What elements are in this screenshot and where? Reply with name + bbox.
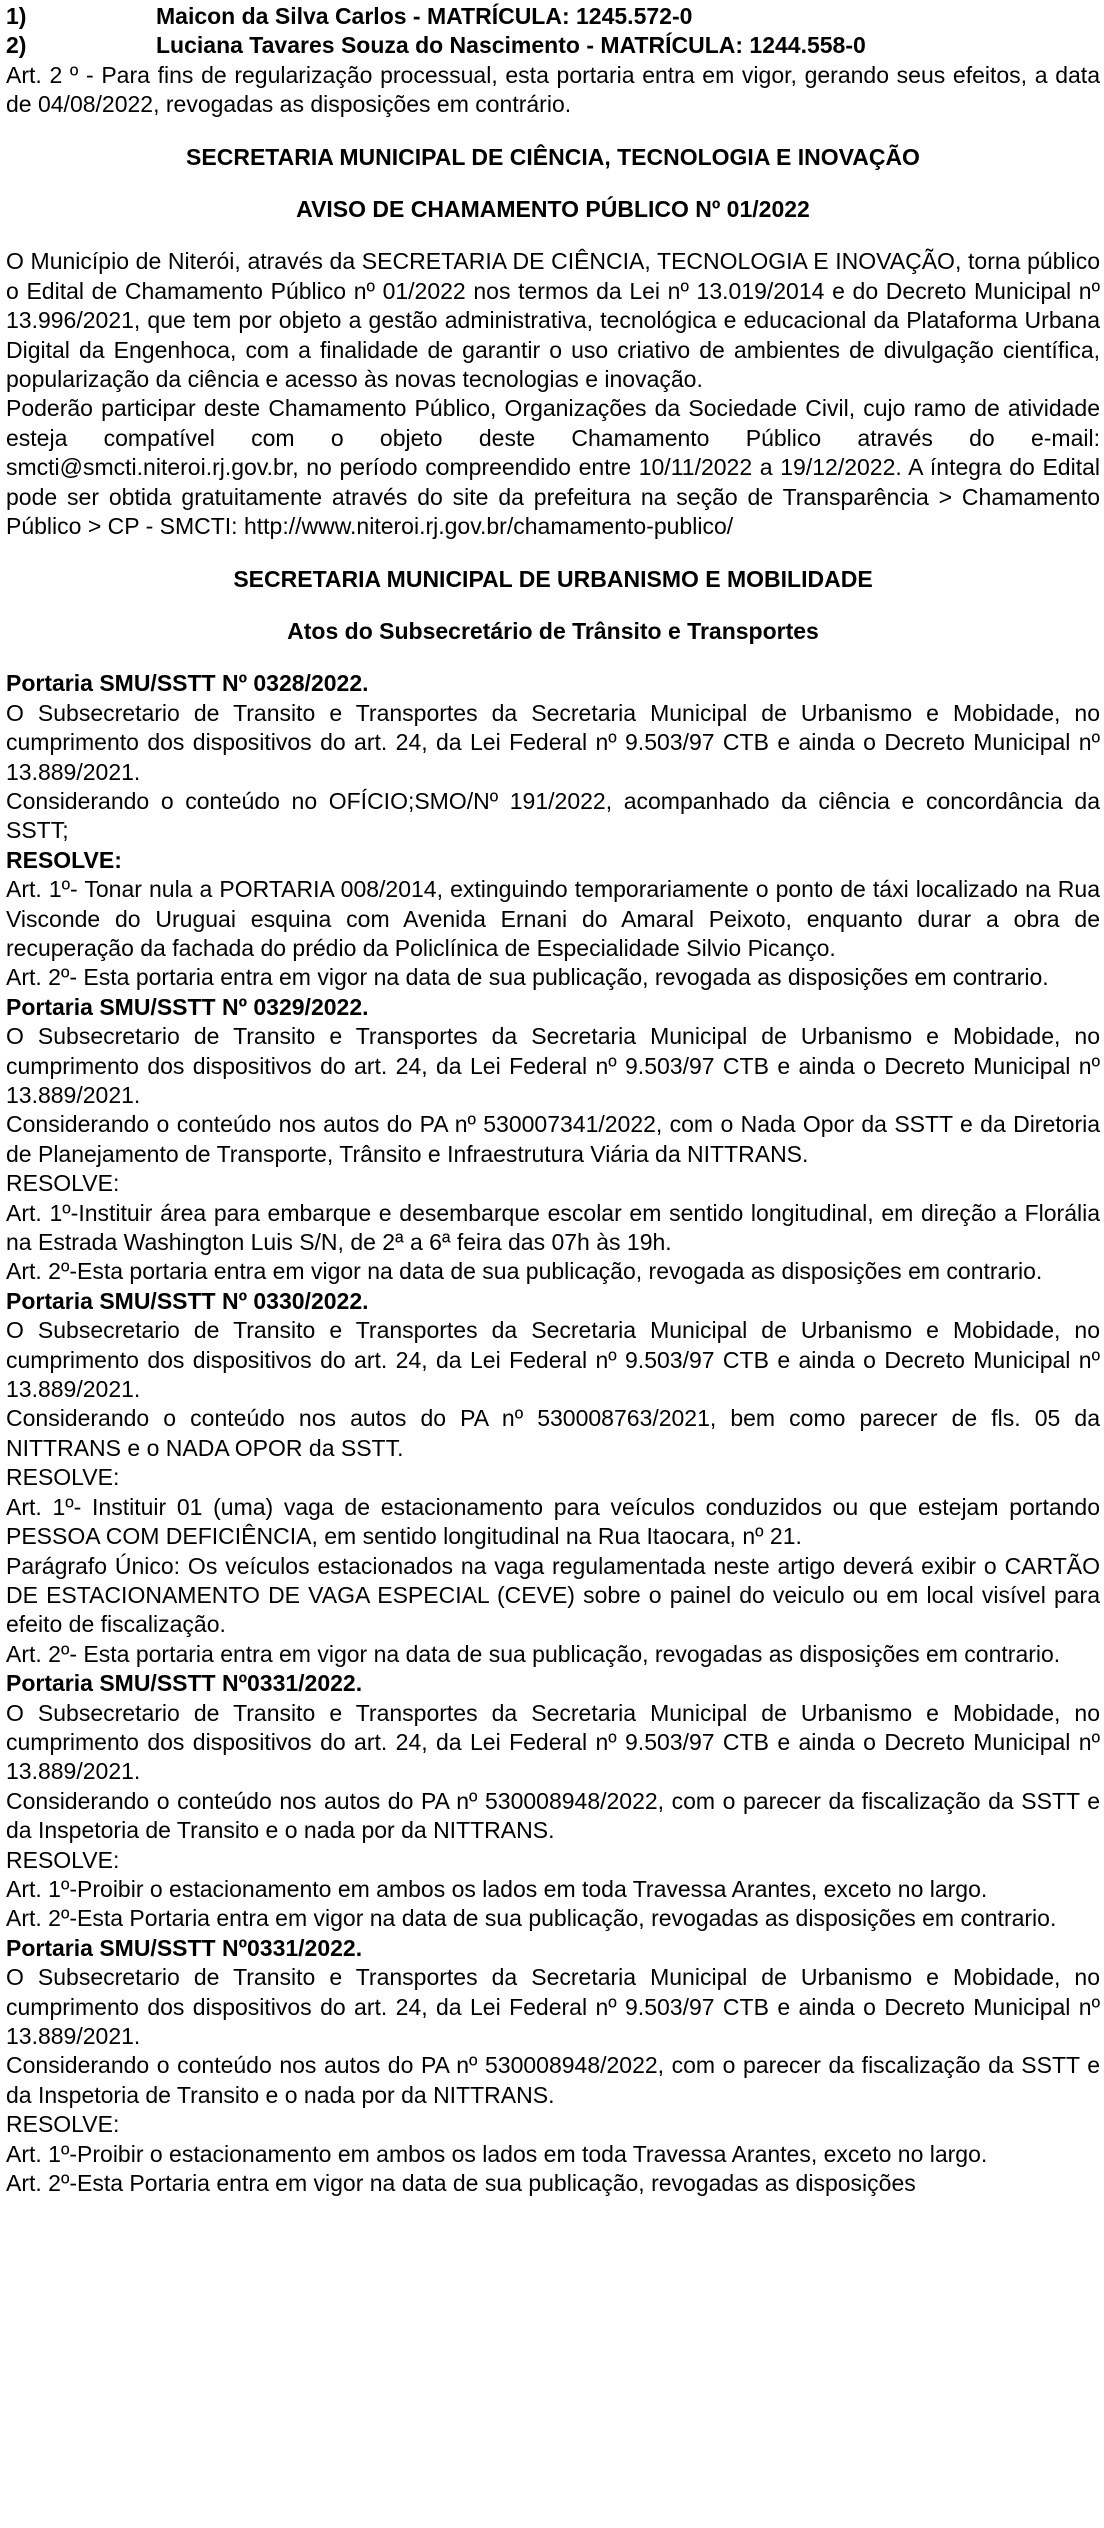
portaria-preamble: O Subsecretario de Transito e Transportes da Secretaria Municipal de Urbanismo e Mobidade, no cumprimento dos dispositivos do art. 24, da Lei Federal nº 9.503/97 CTB e ainda o Decreto Municipal nº 13.889/2021. (6, 1023, 1100, 1108)
portaria-art2: Art. 2º- Esta portaria entra em vigor na data de sua publicação, revogada as disposições em contrario. (6, 964, 1049, 991)
portaria-art2: Art. 2º- Esta portaria entra em vigor na data de sua publicação, revogadas as disposições em contrario. (6, 1640, 1061, 1667)
portaria-resolve: RESOLVE: (6, 1464, 120, 1491)
portaria-art2: Art. 2º-Esta Portaria entra em vigor na data de sua publicação, revogadas as disposições em contrario. (6, 1905, 1057, 1932)
portaria-considerando: Considerando o conteúdo nos autos do PA nº 530008948/2022, com o parecer da fiscalização da SSTT e da Inspetoria de Transito e o nada por da NITTRANS. (6, 1787, 1100, 1844)
portaria-resolve: RESOLVE: (6, 1170, 120, 1197)
portaria-considerando: Considerando o conteúdo nos autos do PA nº 530008763/2021, bem como parecer de fls. 05 da NITTRANS e o NADA OPOR da SSTT. (6, 1405, 1100, 1461)
portaria-resolve: RESOLVE: (6, 846, 122, 873)
portaria-considerando: Considerando o conteúdo nos autos do PA nº 530007341/2022, com o Nada Opor da SSTT e da Diretoria de Planejamento de Transporte, Trânsito e Infraestrutura Viária da NITTRANS. (6, 1111, 1100, 1167)
smu-heading: SECRETARIA MUNICIPAL DE URBANISMO E MOBILIDADE (233, 565, 873, 592)
portaria-considerando: Considerando o conteúdo nos autos do PA nº 530008948/2022, com o parecer da fiscalização da SSTT e da Inspetoria de Transito e o nada por da NITTRANS. (6, 2052, 1100, 2108)
portaria-paragrafo-unico: Parágrafo Único: Os veículos estacionados na vaga regulamentada neste artigo deverá exibir o CARTÃO DE ESTACIONAMENTO DE VAGA ESPECIAL (CEVE) sobre o painel do veiculo ou em local visível para efeito de fiscalização. (6, 1552, 1100, 1638)
portaria-preamble: O Subsecretario de Transito e Transportes da Secretaria Municipal de Urbanismo e Mobidade, no cumprimento dos dispositivos do art. 24, da Lei Federal nº 9.503/97 CTB e ainda o Decreto Municipal nº 13.889/2021. (6, 1964, 1100, 2049)
portaria-art1: Art. 1º-Proibir o estacionamento em ambos os lados em toda Travessa Arantes, exceto no largo. (6, 2140, 988, 2167)
portaria-title: Portaria SMU/SSTT Nº 0329/2022. (6, 993, 369, 1020)
art2-intro-paragraph: Art. 2 º - Para fins de regularização processual, esta portaria entra em vigor, gerando seus efeitos, a data de 04/08/2022, revogadas as disposições em contrário. (6, 61, 1100, 118)
portaria-preamble: O Subsecretario de Transito e Transportes da Secretaria Municipal de Urbanismo e Mobidade, no cumprimento dos dispositivos do art. 24, da Lei Federal nº 9.503/97 CTB e ainda o Decreto Municipal nº 13.889/2021. (6, 1699, 1100, 1785)
portaria-considerando: Considerando o conteúdo no OFÍCIO;SMO/Nº 191/2022, acompanhado da ciência e concordância da SSTT; (6, 787, 1100, 844)
portaria-preamble: O Subsecretario de Transito e Transportes da Secretaria Municipal de Urbanismo e Mobidade, no cumprimento dos dispositivos do art. 24, da Lei Federal nº 9.503/97 CTB e ainda o Decreto Municipal nº 13.889/2021. (6, 1317, 1100, 1403)
list-number: 1) (6, 3, 27, 29)
portaria-art2: Art. 2º-Esta Portaria entra em vigor na data de sua publicação, revogadas as disposições (6, 2170, 916, 2197)
portaria-title: Portaria SMU/SSTT Nº0331/2022. (6, 1934, 363, 1961)
portaria-title: Portaria SMU/SSTT Nº 0330/2022. (6, 1287, 369, 1314)
list-text: Luciana Tavares Souza do Nascimento - MATRÍCULA: 1244.558-0 (156, 32, 866, 59)
smcti-paragraph-2: Poderão participar deste Chamamento Público, Organizações da Sociedade Civil, cujo ramo de atividade esteja compatível com o objeto deste Chamamento Público através do e-mail: smcti@smcti.niteroi.rj.gov.br, no período compreendido entre 10/11/2022 a 19/12/2022. A íntegra do Edital pode ser obtida gratuitamente através do site da prefeitura na seção de Transparência > Chamamento Público > CP - SMCTI: http://www.niteroi.rj.gov.br/chamamento-publico/ (6, 395, 1100, 540)
portaria-art2: Art. 2º-Esta portaria entra em vigor na data de sua publicação, revogada as disposições em contrario. (6, 1258, 1043, 1285)
portaria-resolve: RESOLVE: (6, 1846, 120, 1873)
portaria-preamble: O Subsecretario de Transito e Transportes da Secretaria Municipal de Urbanismo e Mobidade, no cumprimento dos dispositivos do art. 24, da Lei Federal nº 9.503/97 CTB e ainda o Decreto Municipal nº 13.889/2021. (6, 699, 1100, 785)
portaria-art1: Art. 1º-Proibir o estacionamento em ambos os lados em toda Travessa Arantes, exceto no largo. (6, 1875, 988, 1902)
smu-subheading: Atos do Subsecretário de Trânsito e Transportes (287, 617, 819, 644)
portaria-title: Portaria SMU/SSTT Nº0331/2022. (6, 1670, 363, 1697)
portaria-art1: Art. 1º- Instituir 01 (uma) vaga de estacionamento para veículos conduzidos ou que estejam portando PESSOA COM DEFICIÊNCIA, em sentido longitudinal na Rua Itaocara, nº 21. (6, 1493, 1100, 1550)
list-text: Maicon da Silva Carlos - MATRÍCULA: 1245.572-0 (156, 3, 693, 29)
portaria-art1: Art. 1º- Tonar nula a PORTARIA 008/2014, extinguindo temporariamente o ponto de táxi localizado na Rua Visconde do Uruguai esquina com Avenida Ernani do Amaral Peixoto, enquanto durar a obra de recuperação da fachada do prédio da Policlínica de Especialidade Silvio Picanço. (6, 876, 1100, 961)
smcti-paragraph-1: O Município de Niterói, através da SECRETARIA DE CIÊNCIA, TECNOLOGIA E INOVAÇÃO, torna público o Edital de Chamamento Público nº 01/2022 nos termos da Lei nº 13.019/2014 e do Decreto Municipal nº 13.996/2021, que tem por objeto a gestão administrativa, tecnológica e educacional da Plataforma Urbana Digital da Engenhoca, com a finalidade de garantir o uso criativo de ambientes de divulgação científica, popularização da ciência e acesso às novas tecnologias e inovação. (6, 248, 1100, 393)
smcti-heading: SECRETARIA MUNICIPAL DE CIÊNCIA, TECNOLOGIA E INOVAÇÃO (186, 143, 920, 170)
portaria-resolve: RESOLVE: (6, 2111, 120, 2138)
list-item (6, 2, 1100, 31)
list-number: 2) (6, 32, 27, 59)
smcti-subheading: AVISO DE CHAMAMENTO PÚBLICO Nº 01/2022 (296, 196, 810, 223)
list-item (6, 31, 1100, 60)
portaria-art1: Art. 1º-Instituir área para embarque e desembarque escolar em sentido longitudinal, em direção a Florália na Estrada Washington Luis S/N, de 2ª a 6ª feira das 07h às 19h. (6, 1199, 1100, 1256)
portaria-title: Portaria SMU/SSTT Nº 0328/2022. (6, 670, 369, 697)
